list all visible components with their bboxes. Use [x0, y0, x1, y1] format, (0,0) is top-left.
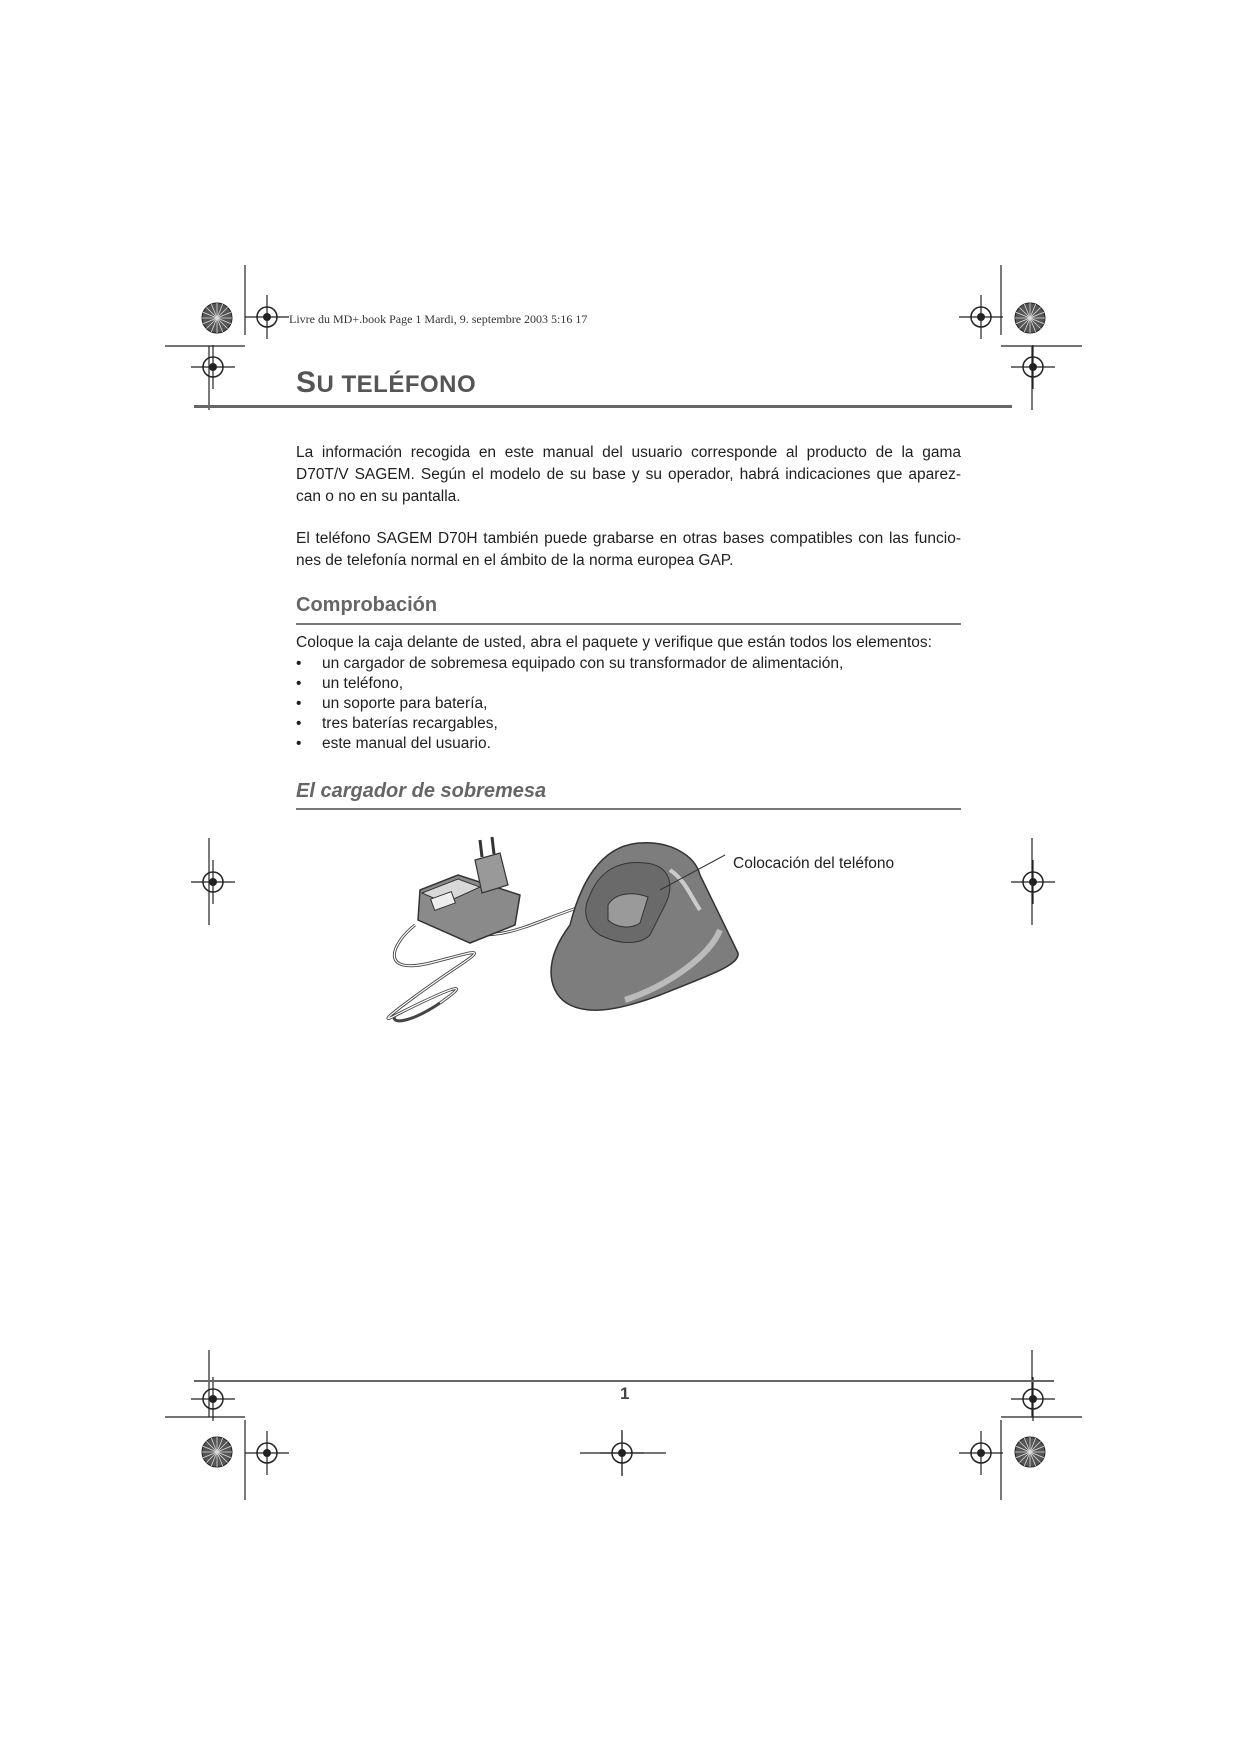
page-number: 1 [620, 1384, 630, 1403]
bullet: • [296, 735, 302, 752]
subsection-rule [296, 808, 961, 810]
section-heading-comprobacion: Comprobación [296, 594, 438, 616]
bullet: • [296, 675, 302, 692]
intro-paragraph-2: El teléfono SAGEM D70H también puede grabarse en otras bases compatibles con las funcio-nes de telefonía normal en el ámbito de la norma europea GAP. [296, 530, 961, 569]
bullet: • [296, 715, 302, 732]
bullet: • [296, 655, 302, 672]
page-title [296, 366, 476, 400]
footer-rule [194, 1380, 1054, 1382]
title-rest: U TELÉFONO [316, 371, 477, 398]
print-header-info: Livre du MD+.book Page 1 Mardi, 9. septembre 2003 5:16 17 [289, 312, 588, 326]
contents-list [296, 654, 843, 754]
list-item: • tres baterías recargables, [296, 715, 498, 732]
bullet: • [296, 695, 302, 712]
section-intro: Coloque la caja delante de usted, abra el paquete y verifique que están todos los elementos: [296, 634, 932, 651]
list-item: • un soporte para batería, [296, 695, 488, 712]
callout-label: Colocación del teléfono [733, 855, 895, 872]
intro-paragraph-1: La información recogida en este manual del usuario corresponde al producto de la gama D70T/V SAGEM. Según el modelo de su base y su operador, habrá indicaciones que aparez-can o no en su pantalla. [296, 444, 961, 505]
subsection-heading-cargador: El cargador de sobremesa [296, 780, 547, 802]
list-item: • un teléfono, [296, 675, 404, 692]
list-item: • un cargador de sobremesa equipado con su transformador de alimentación, [296, 655, 844, 672]
title-initial: S [296, 366, 317, 399]
title-rule [194, 405, 1012, 408]
list-item: • este manual del usuario. [296, 735, 491, 752]
section-rule [296, 623, 961, 625]
charger-illustration [370, 835, 760, 1035]
